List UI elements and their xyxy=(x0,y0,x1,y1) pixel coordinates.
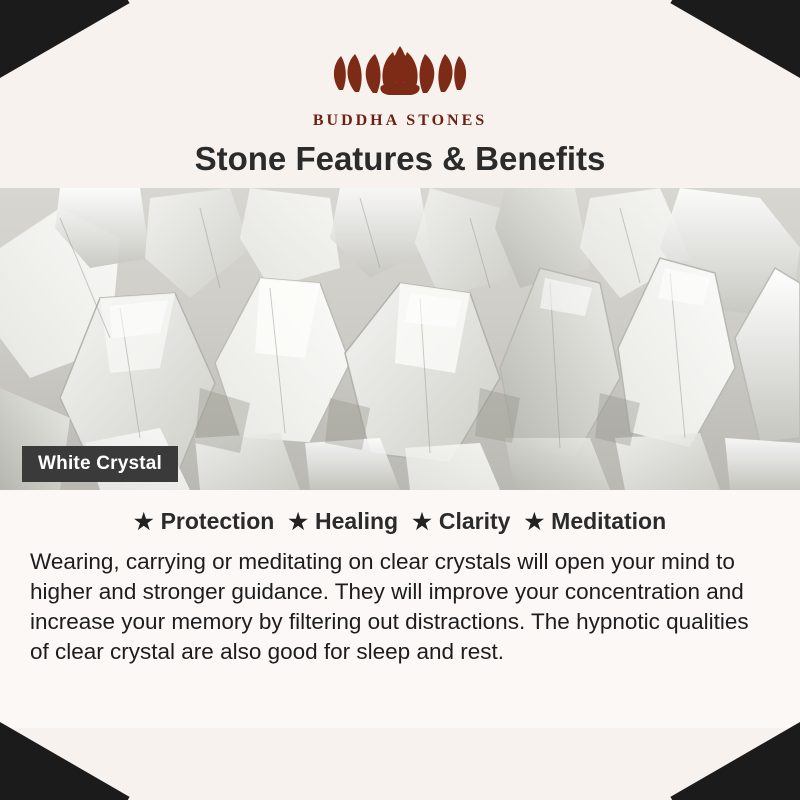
benefit-item xyxy=(288,508,398,535)
star-icon: ★ xyxy=(288,508,309,534)
benefits-list xyxy=(26,508,774,535)
benefit-label: Protection xyxy=(160,508,275,534)
lotus-meditation-figure-icon xyxy=(325,26,475,108)
content-section xyxy=(0,490,800,728)
benefit-item xyxy=(524,508,666,535)
page-title: Stone Features & Benefits xyxy=(194,140,606,177)
hero-caption-badge: White Crystal xyxy=(22,446,178,482)
title-bar xyxy=(0,140,800,178)
benefit-label: Meditation xyxy=(551,508,667,534)
benefit-label: Clarity xyxy=(438,508,511,534)
benefit-item xyxy=(134,508,274,535)
header xyxy=(0,0,800,188)
footer-spacer xyxy=(26,668,774,728)
benefit-label: Healing xyxy=(315,508,399,534)
star-icon: ★ xyxy=(524,508,545,534)
description-text: Wearing, carrying or meditating on clear crystals will open your mind to higher and stronger guidance. They will improve your concentration and increase your memory by filtering out distractions. The hypnotic qualities of clear crystal are also good for sleep and rest. xyxy=(30,549,749,665)
brand-name: BUDDHA STONES xyxy=(312,112,488,129)
benefit-item xyxy=(412,508,510,535)
brand-block xyxy=(313,26,487,130)
star-icon: ★ xyxy=(133,508,154,534)
star-icon: ★ xyxy=(412,508,432,534)
white-crystal-cluster-photo xyxy=(0,188,800,490)
hero-image xyxy=(0,188,800,490)
